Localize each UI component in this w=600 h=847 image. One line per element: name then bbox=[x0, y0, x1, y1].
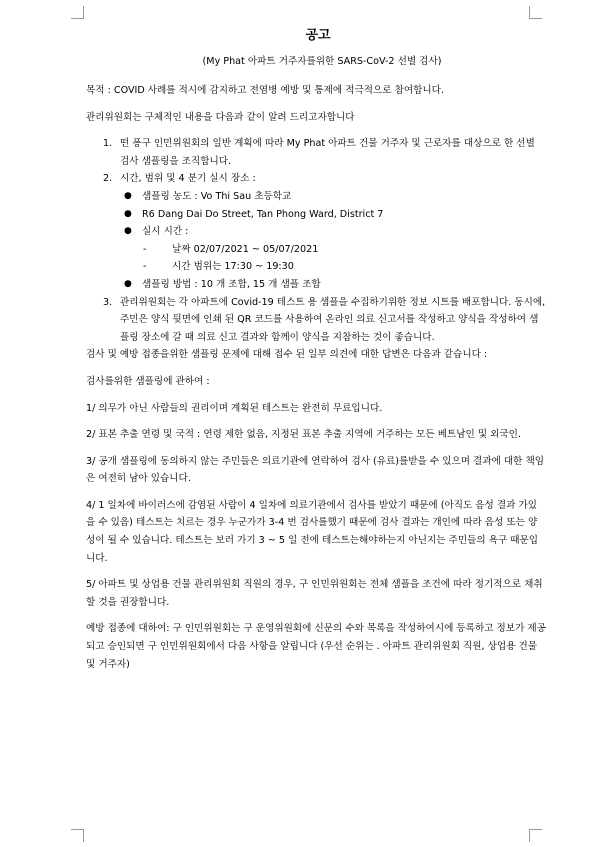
dash-text: 시간 범위는 17:30 ~ 19:30 bbox=[172, 261, 294, 273]
numbered-list bbox=[86, 135, 546, 346]
bullet-icon: ● bbox=[124, 226, 132, 237]
sampling-header: 검사를위한 샘플링에 관하여 : bbox=[86, 375, 210, 387]
list-item-text: 떤 퐁구 인민위원회의 일반 계획에 따라 My Phat 아파트 건물 거주자 및 근로자를 대상으로 한 선별 검사 샘플링을 조직합니다. bbox=[120, 138, 535, 167]
point-2-paragraph: 2/ 표본 추출 연령 및 국적 : 연령 제한 없음, 지정된 표본 추출 지역에 거주하는 모든 베트남인 및 외국인. bbox=[86, 429, 521, 441]
bullet-item bbox=[86, 276, 546, 294]
crop-mark-bottom-left bbox=[71, 829, 84, 842]
bullet-text: 샘플링 농도 : Vo Thi Sau 초등학교 bbox=[142, 190, 292, 202]
bullet-icon: ● bbox=[124, 190, 132, 201]
document-body bbox=[86, 28, 546, 682]
bullet-icon: ● bbox=[124, 208, 132, 219]
document-subtitle: (My Phat 아파트 거주자를위한 SARS-CoV-2 선별 검사) bbox=[202, 56, 442, 67]
bullet-text: 실시 시간 : bbox=[142, 226, 189, 238]
point-3-paragraph: 3/ 공개 샘플링에 동의하지 않는 주민들은 의료기관에 연락하여 검사 (유료)를받을 수 있으며 결과에 대한 책임은 여전히 남아 있습니다. bbox=[86, 455, 545, 485]
dash-text: 날짜 02/07/2021 ~ 05/07/2021 bbox=[172, 243, 319, 255]
bullet-icon: ● bbox=[124, 278, 132, 289]
point-1-paragraph: 1/ 의무가 아닌 사람들의 권리이며 계획된 테스트는 완전히 무료입니다. bbox=[86, 402, 383, 414]
list-item-text: 관리위원회는 각 아파트에 Covid-19 테스트 용 샘플을 수집하기위한 정보 시트를 배포합니다. 동시에, 주민은 양식 뒷면에 인쇄 된 QR 코드를 사용하여 온라인 의료 신고서를 작성하고 양식을 작성하여 샘플링 장소에 갈 때 의료 신고 결과와 함께이 양식을 지참하는 것이 좋습니다. bbox=[120, 296, 546, 343]
list-item-3 bbox=[86, 294, 546, 347]
dash-icon: - bbox=[143, 243, 147, 255]
point-4-paragraph: 4/ 1 일차에 바이러스에 감염된 사람이 4 일차에 의료기관에서 검사를 받았기 때문에 (아직도 음성 결과 가있을 수 있음) 테스트는 치르는 경우 누군가가 3-4 번 검사를했기 때문에 검사 결과는 개인에 따라 음성 또는 양성이 될 수 있습니다. 테스트는 보러 가기 3 ~ 5 일 전에 테스트는해야하는지 아닌지는 주민들의 욕구 때문입니다. bbox=[86, 499, 539, 564]
bullet-text: 샘플링 방법 : 10 개 조합, 15 개 샘플 조합 bbox=[142, 278, 321, 290]
crop-mark-top-left bbox=[71, 6, 84, 19]
dash-item bbox=[86, 241, 546, 259]
list-number: 3. bbox=[103, 296, 113, 308]
bullet-item bbox=[86, 206, 546, 224]
intro-paragraph: 관리위원회는 구체적인 내용을 다음과 같이 알려 드리고자합니다 bbox=[86, 111, 355, 123]
bullet-item bbox=[86, 223, 546, 241]
dash-item bbox=[86, 258, 546, 276]
answers-intro-paragraph: 검사 및 예방 접종을위한 샘플링 문제에 대해 접수 된 일부 의견에 대한 답변은 다음과 같습니다 : bbox=[86, 349, 488, 361]
crop-mark-bottom-right bbox=[529, 829, 542, 842]
crop-mark-top-right bbox=[529, 6, 542, 19]
dash-icon: - bbox=[143, 261, 147, 273]
vaccination-paragraph: 예방 접종에 대하여: 구 인민위원회는 구 운영위원회에 신문의 수와 목록을 작성하여시에 등록하고 정보가 제공되고 승인되면 구 인민위원회에서 다음 사항을 알립니다 (우선 순위는 . 아파트 관리위원회 직원, 상업용 건물 및 거주자) bbox=[86, 623, 546, 670]
list-number: 2. bbox=[103, 173, 113, 185]
list-item-1 bbox=[86, 135, 546, 170]
bullet-text: R6 Dang Dai Do Street, Tan Phong Ward, District 7 bbox=[142, 208, 384, 220]
list-item-2 bbox=[86, 170, 546, 188]
document-title: 공고 bbox=[305, 28, 331, 43]
list-number: 1. bbox=[103, 138, 113, 150]
bullet-item bbox=[86, 188, 546, 206]
purpose-paragraph: 목적 : COVID 사례를 적시에 감지하고 전염병 예방 및 통제에 적극적으로 참여합니다. bbox=[86, 85, 444, 96]
point-5-paragraph: 5/ 아파트 및 상업용 건물 관리위원회 직원의 경우, 구 인민위원회는 전체 샘플을 조건에 따라 정기적으로 채취 할 것을 권장합니다. bbox=[86, 579, 543, 608]
list-item-text: 시간, 범위 및 4 분기 실시 장소 : bbox=[120, 173, 256, 185]
